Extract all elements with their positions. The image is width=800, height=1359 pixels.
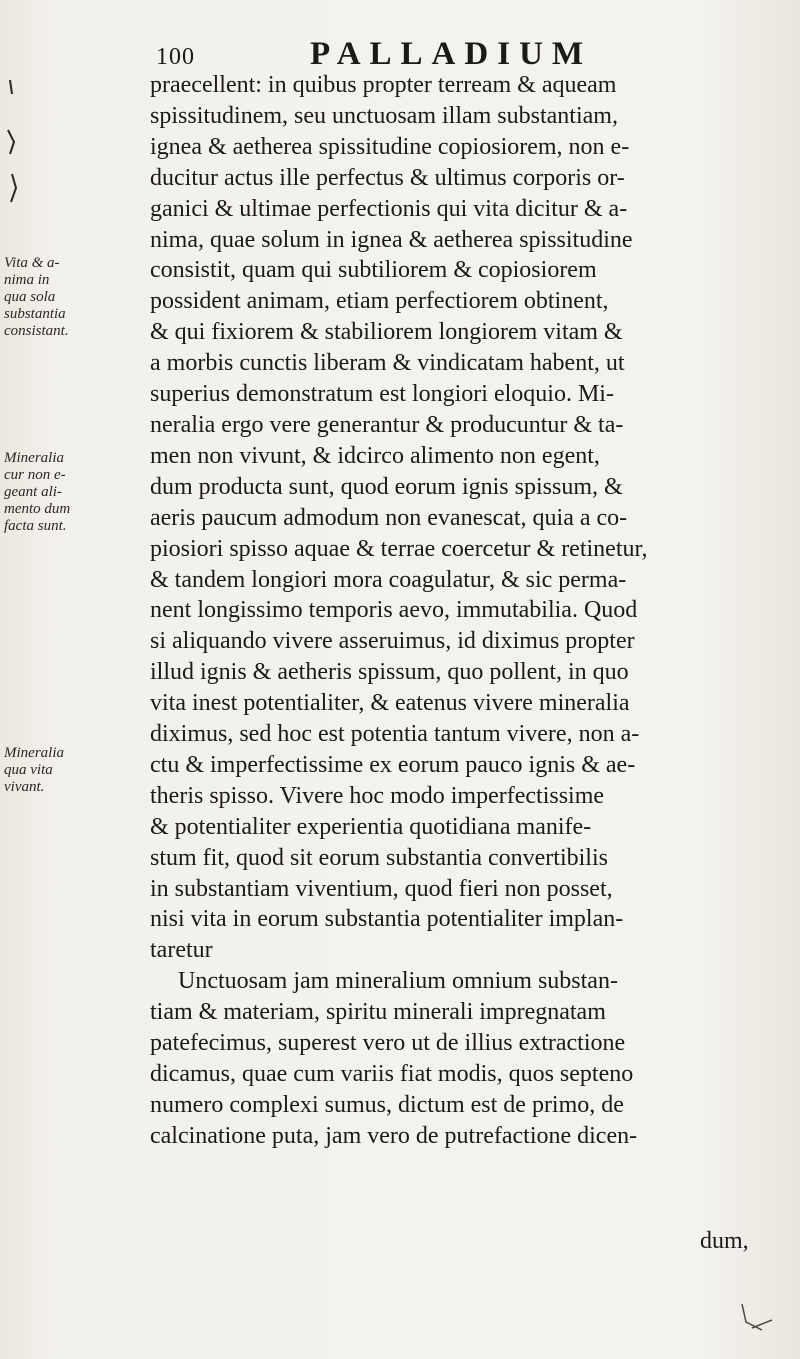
margin-note-line: geant ali-	[4, 484, 62, 500]
running-title: PALLADIUM	[310, 36, 593, 72]
gutter-bracket-mark	[0, 70, 40, 210]
margin-note-line: mento dum	[4, 501, 71, 517]
margin-note-vita	[4, 255, 96, 340]
text-line: spissitudinem, seu unctuosam illam substantiam,	[150, 102, 618, 129]
margin-note-line: substantia	[4, 306, 66, 322]
text-line: ganici & ultimae perfectionis qui vita dicitur & a-	[150, 195, 628, 222]
text-line: dum producta sunt, quod eorum ignis spissum, &	[150, 473, 623, 500]
text-line: ducitur actus ille perfectus & ultimus corporis or-	[150, 164, 625, 191]
margin-note-line: Mineralia	[4, 450, 64, 466]
margin-note-line: facta sunt.	[4, 518, 67, 534]
page-number: 100	[156, 44, 195, 70]
catchword: dum,	[700, 1228, 749, 1254]
text-line: vita inest potentialiter, & eatenus vivere mineralia	[150, 690, 630, 717]
text-line: & qui fixiorem & stabiliorem longiorem vitam &	[150, 319, 623, 346]
text-line: ctu & imperfectissime ex eorum pauco ignis & ae-	[150, 751, 636, 778]
text-line: consistit, quam qui subtiliorem & copiosiorem	[150, 257, 597, 284]
text-line: theris spisso. Vivere hoc modo imperfectissime	[150, 782, 605, 809]
margin-note-line: vivant.	[4, 779, 45, 795]
margin-note-line: Vita & a-	[4, 255, 60, 271]
text-line: a morbis cunctis liberam & vindicatam habent, ut	[150, 350, 625, 377]
text-line: superius demonstratum est longiori eloquio. Mi-	[150, 381, 614, 408]
text-line: nima, quae solum in ignea & aetherea spissitudine	[150, 226, 633, 253]
text-line: calcinatione puta, jam vero de putrefactione dicen-	[150, 1122, 638, 1149]
text-line: diximus, sed hoc est potentia tantum vivere, non a-	[150, 721, 640, 748]
text-line: piosiori spisso aquae & terrae coercetur & retinetur,	[150, 535, 648, 562]
text-line: taretur	[150, 937, 213, 964]
text-line: patefecimus, superest vero ut de illius extractione	[150, 1030, 626, 1057]
margin-note-line: Mineralia	[4, 745, 64, 761]
text-line: illud ignis & aetheris spissum, quo pollent, in quo	[150, 659, 629, 686]
text-line: Unctuosam jam mineralium omnium substan-	[178, 968, 618, 995]
text-line: praecellent: in quibus propter terream & aqueam	[150, 72, 617, 98]
text-line: & potentialiter experientia quotidiana manife-	[150, 813, 592, 840]
text-line: numero complexi sumus, dictum est de primo, de	[150, 1091, 624, 1118]
text-line: tiam & materiam, spiritu minerali impregnatam	[150, 999, 606, 1026]
margin-note-line: cur non e-	[4, 467, 66, 483]
text-line: nisi vita in eorum substantia potentialiter implan-	[150, 906, 624, 933]
text-line: stum fit, quod sit eorum substantia convertibilis	[150, 844, 608, 871]
text-line: neralia ergo vere generantur & producuntur & ta-	[150, 411, 624, 438]
text-line: & tandem longiori mora coagulatur, & sic perma-	[150, 566, 627, 593]
ink-blot-mark	[722, 1300, 782, 1340]
margin-note-line: qua sola	[4, 289, 56, 305]
text-line: ignea & aetherea spissitudine copiosiorem, non e-	[150, 133, 630, 160]
margin-note-line: consistant.	[4, 323, 69, 339]
margin-note-line: qua vita	[4, 762, 53, 778]
main-text-block	[150, 70, 790, 1152]
text-line: dicamus, quae cum variis fiat modis, quos septeno	[150, 1061, 634, 1087]
margin-note-mineralia-vita	[4, 745, 96, 796]
text-line: aeris paucum admodum non evanescat, quia a co-	[150, 504, 628, 531]
text-line: nent longissimo temporis aevo, immutabilia. Quod	[150, 597, 638, 624]
text-line: possident animam, etiam perfectiorem obtinent,	[150, 288, 609, 315]
text-line: si aliquando vivere asseruimus, id diximus propter	[150, 628, 635, 655]
text-line: in substantiam viventium, quod fieri non posset,	[150, 875, 613, 902]
margin-note-line: nima in	[4, 272, 50, 288]
margin-note-mineralia-alimento	[4, 450, 96, 535]
text-line: men non vivunt, & idcirco alimento non egent,	[150, 442, 600, 469]
